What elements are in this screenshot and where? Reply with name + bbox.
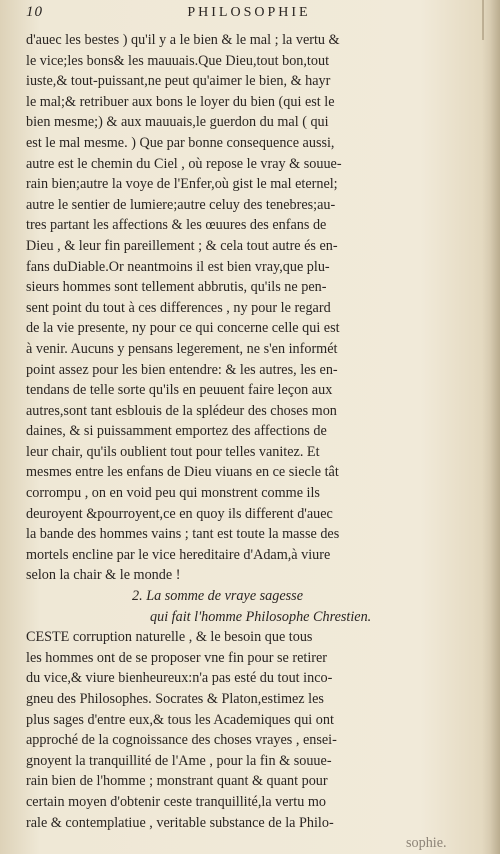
text-line: rain bien de l'homme ; monstrant quant & quant pour <box>26 773 328 790</box>
text-line: autres,sont tant esblouis de la splédeur des choses mon <box>26 402 337 419</box>
page-number: 10 <box>26 4 43 20</box>
text-line: mortels encline par le vice hereditaire d'Adam,à viure <box>26 546 331 563</box>
text-line: les hommes ont de se proposer vne fin pour se retirer <box>26 649 328 666</box>
text-line: rain bien;autre la voye de l'Enfer,où gist le mal eternel; <box>26 176 338 193</box>
text-line: approché de la cognoissance des choses vrayes , ensei- <box>26 732 337 749</box>
text-line: le mal;& retribuer aux bons le loyer du bien (qui est le <box>26 93 335 110</box>
paragraph-1 <box>26 30 476 586</box>
text-line: point assez pour les bien entendre: & les autres, les en- <box>26 361 338 378</box>
text-line: d'auec les bestes ) qu'il y a le bien & le mal ; la vertu & <box>26 32 340 48</box>
text-line: fans duDiable.Or neantmoins il est bien vray,que plu- <box>26 258 330 275</box>
text-line: rale & contemplatiue , veritable substance de la Philo- <box>26 814 334 831</box>
text-line: selon la chair & le monde ! <box>26 567 181 584</box>
text-line: tendans de telle sorte qu'ils en peuuent faire leçon aux <box>26 382 333 399</box>
text-line: autre le sentier de lumiere;autre celuy des tenebres;au- <box>26 196 336 213</box>
text-line: plus sages d'entre eux,& tous les Academiques qui ont <box>26 711 334 728</box>
text-line: gnoyent la tranquillité de l'Ame , pour la fin & souue- <box>26 752 332 769</box>
text-line: mesmes entre les enfans de Dieu viuans en ce siecle tât <box>26 464 339 481</box>
text-line: sieurs hommes sont tellement abbrutis, qu'ils ne pen- <box>26 279 327 296</box>
text-line: la bande des hommes vains ; tant est toute la masse des <box>26 526 340 543</box>
text-line: le vice;les bons& les mauuais.Que Dieu,tout bon,tout <box>26 52 330 69</box>
text-line: est le mal mesme. ) Que par bonne consequence aussi, <box>26 134 335 151</box>
text-line: CESTE corruption naturelle , & le besoin que tous <box>26 629 313 646</box>
text-line: leur chair, qu'ils oublient tout pour telles vanitez. Et <box>26 443 320 460</box>
text-line: iuste,& tout-puissant,ne peut qu'aimer le bien, & hayr <box>26 73 331 90</box>
text-line: bien mesme;) & aux mauuais,le guerdon du mal ( qui <box>26 114 329 131</box>
text-line: à venir. Aucuns y pensans legerement, ne s'en informét <box>26 340 338 357</box>
text-line: du vice,& viure bienheureux:n'a pas esté du tout inco- <box>26 670 333 687</box>
catchword: sophie. <box>406 835 447 852</box>
text-line: tres partant les affections & les œuures des enfans de <box>26 217 327 234</box>
page-edge-shadow <box>482 0 500 854</box>
body-text <box>26 30 476 854</box>
text-line: gneu des Philosophes. Socrates & Platon,estimez les <box>26 691 324 707</box>
page-header <box>26 4 472 26</box>
running-head: PHILOSOPHIE <box>187 5 311 20</box>
text-line: de la vie presente, ny pour ce qui concerne celle qui est <box>26 320 340 337</box>
text-line: certain moyen d'obtenir ceste tranquillité,la vertu mo <box>26 793 326 810</box>
text-line: deuroyent &pourroyent,ce en quoy ils different d'auec <box>26 505 333 522</box>
text-line: sent point du tout à ces differences , ny pour le regard <box>26 299 331 316</box>
text-line: daines, & si puissamment emportez des affections de <box>26 423 327 440</box>
text-line: Dieu , & leur fin pareillement ; & cela tout autre és en- <box>26 237 338 254</box>
text-line: corrompu , on en void peu qui monstrent comme ils <box>26 485 320 502</box>
section-heading-line-1: 2. La somme de vraye sagesse <box>132 588 304 605</box>
section-heading-line-2: qui fait l'homme Philosophe Chrestien. <box>150 608 372 625</box>
paragraph-2 <box>26 627 476 833</box>
text-line: autre est le chemin du Ciel , où repose le vray & souue- <box>26 155 342 172</box>
